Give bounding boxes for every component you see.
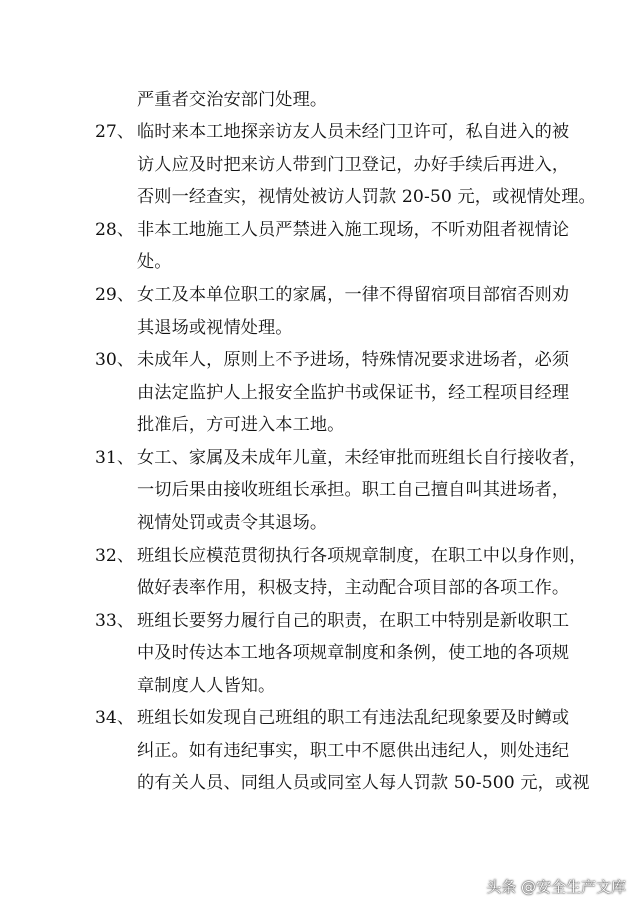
- item-28-line-1: 非本工地施工人员严禁进入施工现场，不听劝阻者视情论: [137, 220, 570, 240]
- item-29-line-1: 女工及本单位职工的家属，一律不得留宿项目部宿否则劝: [137, 285, 570, 305]
- item-31-line-2: 一切后果由接收班组长承担。职工自己擅自叫其进场者，: [137, 480, 570, 500]
- item-34-line-1: 班组长如发现自己班组的职工有违法乱纪现象要及时鳟或: [137, 708, 570, 728]
- item-number-31: 31、: [95, 448, 135, 468]
- item-30-line-2: 由法定监护人上报安全监护书或保证书，经工程项目经理: [137, 383, 570, 403]
- item-28-line-2: 处。: [137, 252, 172, 272]
- item-30-line-3: 批准后，方可进入本工地。: [137, 415, 345, 435]
- item-number-29: 29、: [95, 285, 135, 305]
- item-30-line-1: 未成年人，原则上不予进场，特殊情况要求进场者，必须: [137, 350, 570, 370]
- item-33-line-2: 中及时传达本工地各项规章制度和条例，使工地的各项规: [137, 643, 570, 663]
- item-number-32: 32、: [95, 546, 135, 566]
- item-27-line-2: 访人应及时把来访人带到门卫登记，办好手续后再进入，: [137, 155, 570, 175]
- item-33-line-3: 章制度人人皆知。: [137, 676, 276, 696]
- item-27-line-1: 临时来本工地探亲访友人员未经门卫许可，私自进入的被: [137, 122, 570, 142]
- item-32-line-2: 做好表率作用，积极支持，主动配合项目部的各项工作。: [137, 578, 570, 598]
- item-number-33: 33、: [95, 611, 135, 631]
- item-34-line-2: 纠正。如有违纪事实，职工中不愿供出违纪人，则处违纪: [137, 741, 570, 761]
- item-31-line-3: 视情处罚或责令其退场。: [137, 513, 328, 533]
- item-number-30: 30、: [95, 350, 135, 370]
- item-33-line-1: 班组长要努力履行自己的职责，在职工中特别是新收职工: [137, 611, 570, 631]
- item-number-34: 34、: [95, 708, 135, 728]
- item-32-line-1: 班组长应模范贯彻执行各项规章制度，在职工中以身作则，: [137, 546, 587, 566]
- item-31-line-1: 女工、家属及未成年儿童，未经审批而班组长自行接收者，: [137, 448, 587, 468]
- item-number-28: 28、: [95, 220, 135, 240]
- item-34-line-3: 的有关人员、同组人员或同室人每人罚款 50-500 元，或视: [137, 773, 590, 793]
- item-27-line-3: 否则一经查实，视情处被访人罚款 20-50 元，或视情处理。: [137, 187, 596, 207]
- watermark-text: 头条 @安全生产文库: [486, 878, 626, 896]
- item-29-line-2: 其退场或视情处理。: [137, 318, 293, 338]
- continuation-line: 严重者交治安部门处理。: [137, 90, 328, 110]
- item-number-27: 27、: [95, 122, 135, 142]
